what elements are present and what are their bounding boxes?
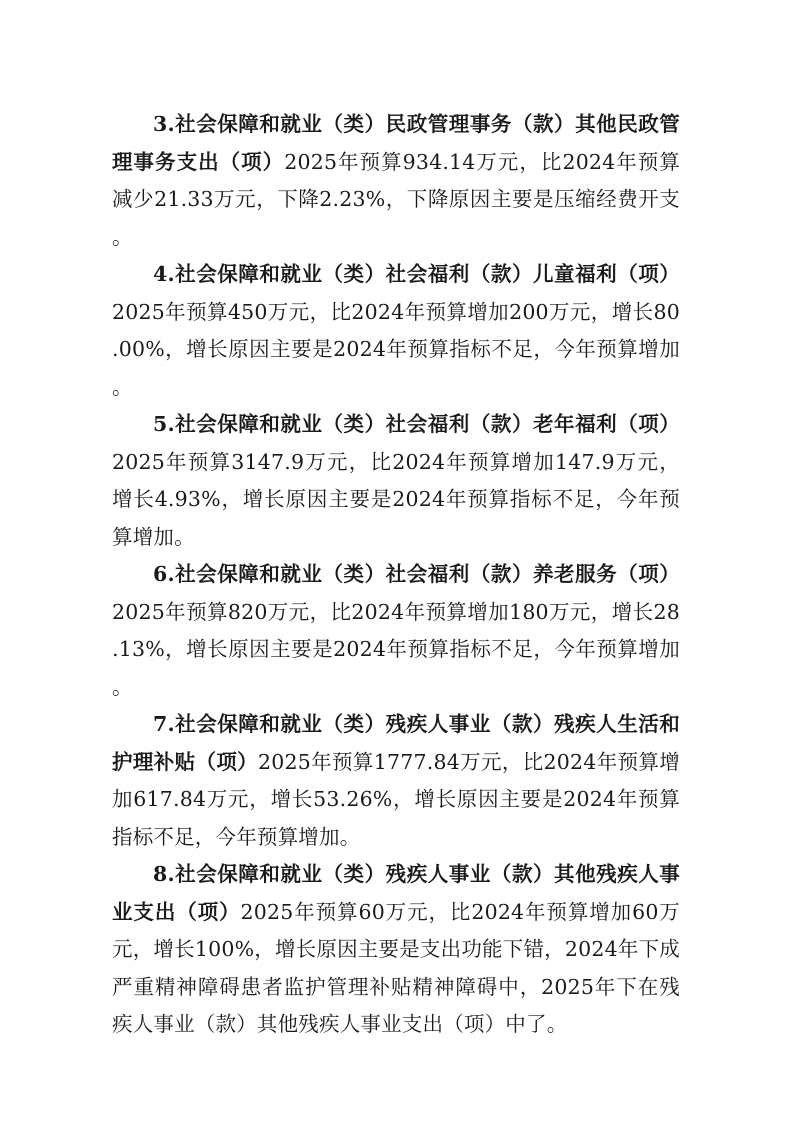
paragraph-4 (112, 256, 680, 406)
paragraph-3 (112, 106, 680, 256)
paragraph-8 (112, 856, 680, 1044)
paragraph-body: 2025年预算820万元，比2024年预算增加180万元，增长28.13%，增长原因主要是2024年预算指标不足，今年预算增加。 (112, 599, 680, 699)
paragraph-heading: 6.社会保障和就业（类）社会福利（款）养老服务（项） (153, 562, 680, 586)
paragraph-body: 2025年预算450万元，比2024年预算增加200万元，增长80.00%，增长原因主要是2024年预算指标不足，今年预算增加。 (112, 299, 680, 399)
paragraph-heading: 7.社会保障和就业（类）残疾人事业（款）残疾人生活和护理补贴（项） (112, 712, 680, 774)
paragraph-body: 2025年预算934.14万元，比2024年预算减少21.33万元，下降2.23%，下降原因主要是压缩经费开支。 (112, 149, 680, 249)
paragraph-heading: 4.社会保障和就业（类）社会福利（款）儿童福利（项） (153, 262, 680, 286)
paragraph-7 (112, 706, 680, 856)
paragraph-6 (112, 556, 680, 706)
paragraph-heading: 3.社会保障和就业（类）民政管理事务（款）其他民政管理事务支出（项） (112, 112, 680, 174)
paragraph-body: 2025年预算3147.9万元，比2024年预算增加147.9万元，增长4.93%，增长原因主要是2024年预算指标不足，今年预算增加。 (112, 449, 680, 549)
paragraph-heading: 5.社会保障和就业（类）社会福利（款）老年福利（项） (153, 412, 680, 436)
document-page (112, 106, 680, 1044)
paragraph-body: 2025年预算1777.84万元，比2024年预算增加617.84万元，增长53.26%，增长原因主要是2024年预算指标不足，今年预算增加。 (112, 749, 680, 849)
paragraph-heading: 8.社会保障和就业（类）残疾人事业（款）其他残疾人事业支出（项） (112, 862, 680, 924)
paragraph-body: 2025年预算60万元，比2024年预算增加60万元，增长100%，增长原因主要是支出功能下错，2024年下成严重精神障碍患者监护管理补贴精神障碍中，2025年下在残疾人事业（款）其他残疾人事业支出（项）中了。 (112, 899, 681, 1036)
paragraph-5 (112, 406, 680, 556)
